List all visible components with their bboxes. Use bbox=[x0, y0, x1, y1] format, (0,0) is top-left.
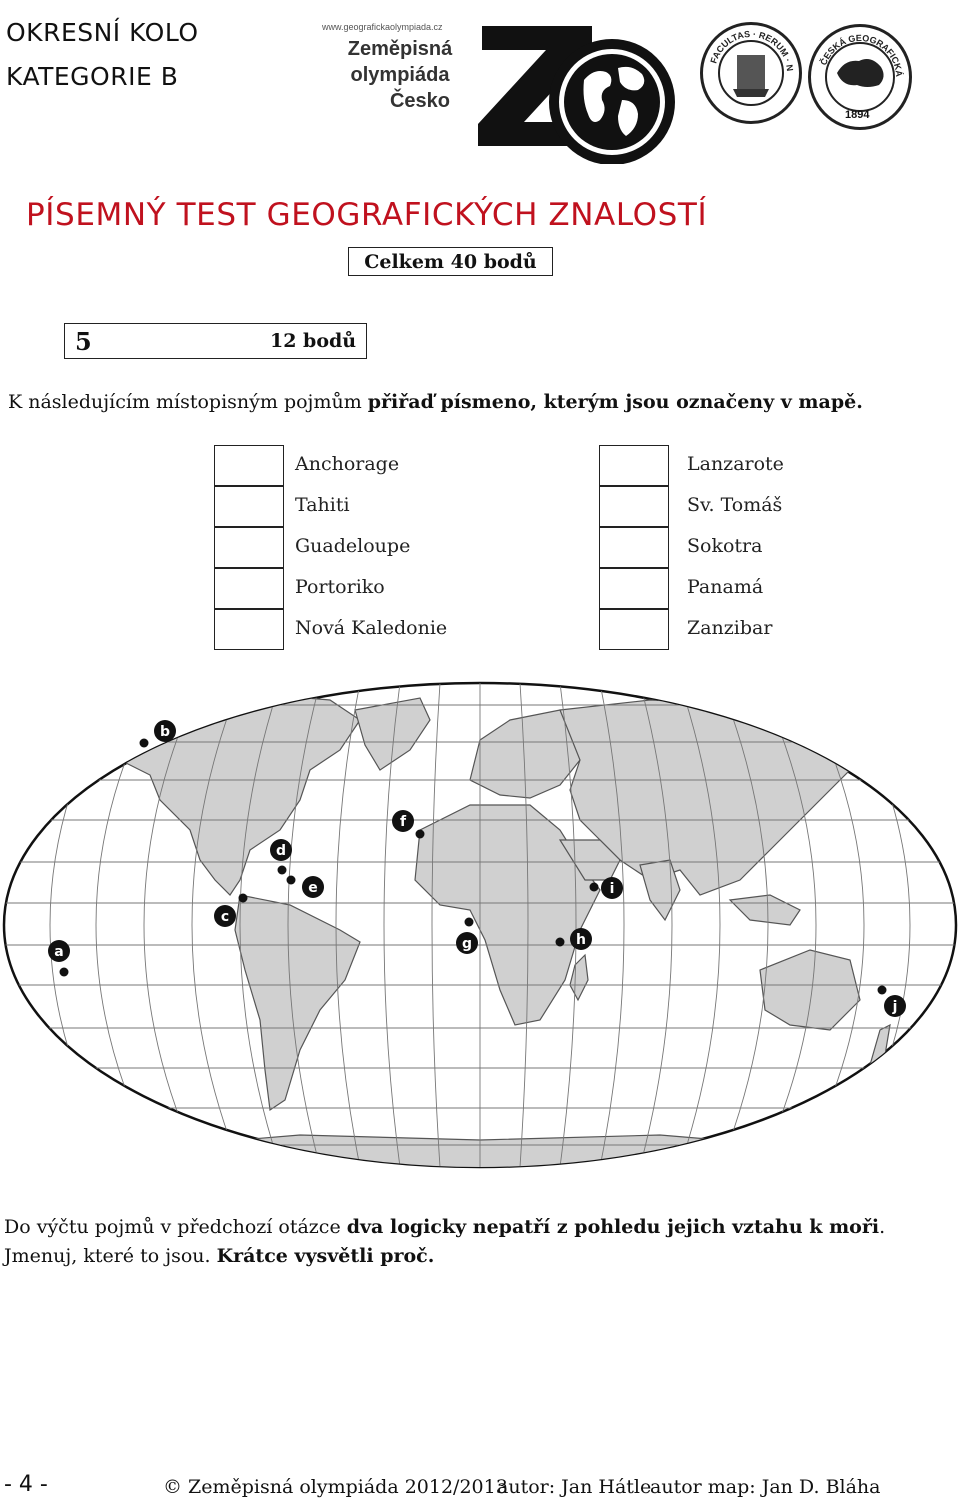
logo-name-line3: Česko bbox=[389, 90, 451, 112]
footer-map-author: autor map: Jan D. Bláha bbox=[650, 1476, 881, 1498]
task-points: 12 bodů bbox=[270, 330, 357, 352]
world-map bbox=[0, 680, 960, 1180]
total-points-box: Celkem 40 bodů bbox=[348, 247, 553, 276]
marker-label: j bbox=[892, 999, 898, 1015]
answer-box[interactable] bbox=[214, 568, 284, 609]
place-label: Nová Kaledonie bbox=[295, 617, 448, 639]
place-label: Anchorage bbox=[295, 453, 400, 475]
footer-copyright: © Zeměpisná olympiáda 2012/2013 bbox=[163, 1476, 508, 1498]
logo-url: www.geografickaolympiada.cz bbox=[322, 22, 443, 32]
answer-box[interactable] bbox=[214, 609, 284, 650]
place-label: Panamá bbox=[687, 576, 764, 598]
svg-text:FACULTAS · RERUM · NATURALIUM: FACULTAS · RERUM · N bbox=[708, 28, 796, 72]
marker-label: d bbox=[275, 843, 287, 859]
task-header-box bbox=[64, 323, 367, 359]
geographic-society-seal-icon bbox=[808, 24, 912, 130]
marker-label: b bbox=[159, 724, 171, 740]
place-label: Portoriko bbox=[295, 576, 385, 598]
answer-box[interactable] bbox=[599, 486, 669, 527]
place-label: Tahiti bbox=[295, 494, 350, 516]
olympiad-logo bbox=[300, 14, 680, 164]
answer-box[interactable] bbox=[599, 609, 669, 650]
seal-year: 1894 bbox=[845, 109, 870, 121]
answer-box[interactable] bbox=[214, 486, 284, 527]
marker-label: e bbox=[308, 880, 318, 896]
question-text: Jmenuj, které to jsou. bbox=[4, 1245, 217, 1267]
marker-label: a bbox=[54, 944, 64, 960]
logo-name-line1: Zeměpisná bbox=[347, 38, 453, 60]
instruction-bold-text: přiřaď písmeno, kterým jsou označeny v mapě. bbox=[367, 391, 863, 413]
answer-box[interactable] bbox=[214, 445, 284, 486]
task-number: 5 bbox=[75, 327, 92, 356]
marker-label: g bbox=[461, 936, 473, 952]
place-label: Sv. Tomáš bbox=[687, 494, 783, 516]
marker-label: f bbox=[399, 814, 407, 830]
place-label: Zanzibar bbox=[687, 617, 773, 639]
marker-label: i bbox=[609, 881, 615, 897]
marker-label: h bbox=[576, 932, 586, 948]
answer-box[interactable] bbox=[599, 445, 669, 486]
page-number: - 4 - bbox=[4, 1472, 48, 1497]
marker-label: c bbox=[220, 909, 230, 925]
answer-box[interactable] bbox=[599, 568, 669, 609]
footer-author: autor: Jan Hátle bbox=[497, 1476, 652, 1498]
category-label: KATEGORIE B bbox=[6, 62, 179, 91]
place-label: Sokotra bbox=[687, 535, 763, 557]
answer-box[interactable] bbox=[599, 527, 669, 568]
task-instruction bbox=[8, 391, 863, 413]
question-text: . bbox=[879, 1216, 886, 1238]
answer-box[interactable] bbox=[214, 527, 284, 568]
follow-up-question bbox=[4, 1213, 954, 1271]
place-label: Lanzarote bbox=[687, 453, 784, 475]
instruction-text: K následujícím místopisným pojmům bbox=[8, 391, 368, 413]
faculty-seal-icon bbox=[700, 22, 802, 124]
round-label: OKRESNÍ KOLO bbox=[6, 18, 199, 47]
question-bold-text: Krátce vysvětli proč. bbox=[216, 1245, 435, 1267]
z-globe-logo-icon bbox=[472, 14, 677, 164]
question-text: Do výčtu pojmů v předchozí otázce bbox=[4, 1216, 347, 1238]
question-bold-text: dva logicky nepatří z pohledu jejich vztahu k moři bbox=[346, 1216, 880, 1238]
svg-text:ČESKÁ GEOGRAFICKÁ SPOLEČNOST: ČESKÁ GEOGRAFICKÁ bbox=[818, 32, 905, 78]
logo-name-line2: olympiáda bbox=[350, 64, 450, 86]
place-label: Guadeloupe bbox=[295, 535, 411, 557]
page-title: PÍSEMNÝ TEST GEOGRAFICKÝCH ZNALOSTÍ bbox=[26, 197, 708, 233]
